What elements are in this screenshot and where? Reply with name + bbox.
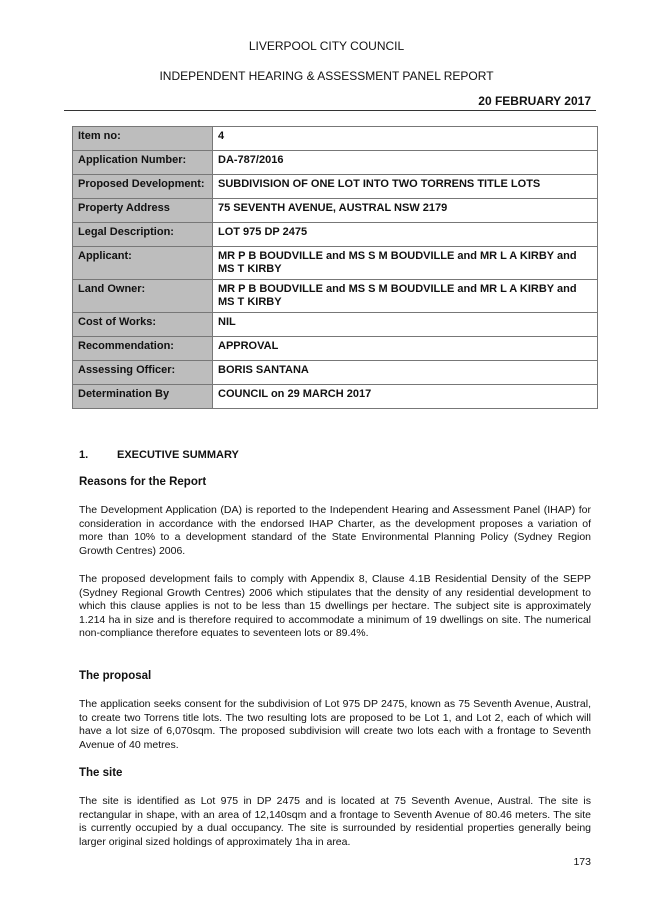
page-number: 173 <box>573 856 591 868</box>
row-value: MR P B BOUDVILLE and MS S M BOUDVILLE and MR L A KIRBY and MS T KIRBY <box>213 247 598 280</box>
proposal-heading: The proposal <box>79 670 152 682</box>
reasons-paragraph-2: The proposed development fails to comply with Appendix 8, Clause 4.1B Residential Density of the SEPP (Sydney Regional Growth Centres) 2006 which stipulates that the density of any residential development to which this clause applies is not to be less than 15 dwellings per hectare. The subject site is approximately 1.214 ha in size and is therefore required to accommodate a minimum of 19 dwellings on site. The numerical non-compliance therefore equates to seventeen lots or 89.4%. <box>79 573 591 640</box>
row-label: Item no: <box>73 127 213 151</box>
table-row <box>73 223 598 247</box>
row-value: 4 <box>213 127 598 151</box>
table-row <box>73 280 598 313</box>
row-value: COUNCIL on 29 MARCH 2017 <box>213 385 598 409</box>
proposal-paragraph: The application seeks consent for the subdivision of Lot 975 DP 2475, known as 75 Seventh Avenue, Austral, to create two Torrens title lots. The two resulting lots are proposed to be Lot 1, and Lot 2, each of which will have a lot size of 6,070sqm. The proposed subdivision will create two lots each with a frontage to Seventh Avenue of 40 metres. <box>79 698 591 751</box>
row-value: 75 SEVENTH AVENUE, AUSTRAL NSW 2179 <box>213 199 598 223</box>
council-name: LIVERPOOL CITY COUNCIL <box>248 39 405 53</box>
row-value: DA-787/2016 <box>213 151 598 175</box>
reasons-paragraph-1: The Development Application (DA) is reported to the Independent Hearing and Assessment Panel (IHAP) for consideration in accordance with the endorsed IHAP Charter, as the development proposes a variation of more than 10% to a development standard of the State Environmental Planning Policy (Sydney Region Growth Centres) 2006. <box>79 504 591 557</box>
table-row <box>73 175 598 199</box>
table-row <box>73 337 598 361</box>
section-title: EXECUTIVE SUMMARY <box>117 449 239 461</box>
row-label: Cost of Works: <box>73 313 213 337</box>
row-label: Proposed Development: <box>73 175 213 199</box>
site-paragraph: The site is identified as Lot 975 in DP 2475 and is located at 75 Seventh Avenue, Austral. The site is rectangular in shape, with an area of 12,140sqm and a frontage to Seventh Avenue of 80.46 meters. The site is currently occupied by a dual occupancy. The site is surrounded by residential properties generally being larger original sized holdings of approximately 1ha in area. <box>79 795 591 848</box>
table-row <box>73 385 598 409</box>
table-row <box>73 361 598 385</box>
row-label: Assessing Officer: <box>73 361 213 385</box>
row-label: Legal Description: <box>73 223 213 247</box>
row-value: APPROVAL <box>213 337 598 361</box>
section-number: 1. <box>79 449 89 461</box>
section-heading-executive-summary <box>79 449 239 461</box>
row-value: SUBDIVISION OF ONE LOT INTO TWO TORRENS TITLE LOTS <box>213 175 598 199</box>
row-value: MR P B BOUDVILLE and MS S M BOUDVILLE and MR L A KIRBY and MS T KIRBY <box>213 280 598 313</box>
table-row <box>73 127 598 151</box>
row-value: NIL <box>213 313 598 337</box>
row-label: Determination By <box>73 385 213 409</box>
reasons-heading: Reasons for the Report <box>79 476 207 488</box>
row-label: Recommendation: <box>73 337 213 361</box>
table-row <box>73 313 598 337</box>
row-label: Application Number: <box>73 151 213 175</box>
row-value: BORIS SANTANA <box>213 361 598 385</box>
table-row <box>73 247 598 280</box>
report-date: 20 FEBRUARY 2017 <box>478 94 591 108</box>
row-label: Applicant: <box>73 247 213 280</box>
table-row <box>73 151 598 175</box>
header-divider <box>64 110 596 111</box>
application-details-table <box>72 126 598 409</box>
row-value: LOT 975 DP 2475 <box>213 223 598 247</box>
table-row <box>73 199 598 223</box>
site-heading: The site <box>79 767 123 779</box>
report-title: INDEPENDENT HEARING & ASSESSMENT PANEL REPORT <box>159 69 494 83</box>
row-label: Property Address <box>73 199 213 223</box>
row-label: Land Owner: <box>73 280 213 313</box>
